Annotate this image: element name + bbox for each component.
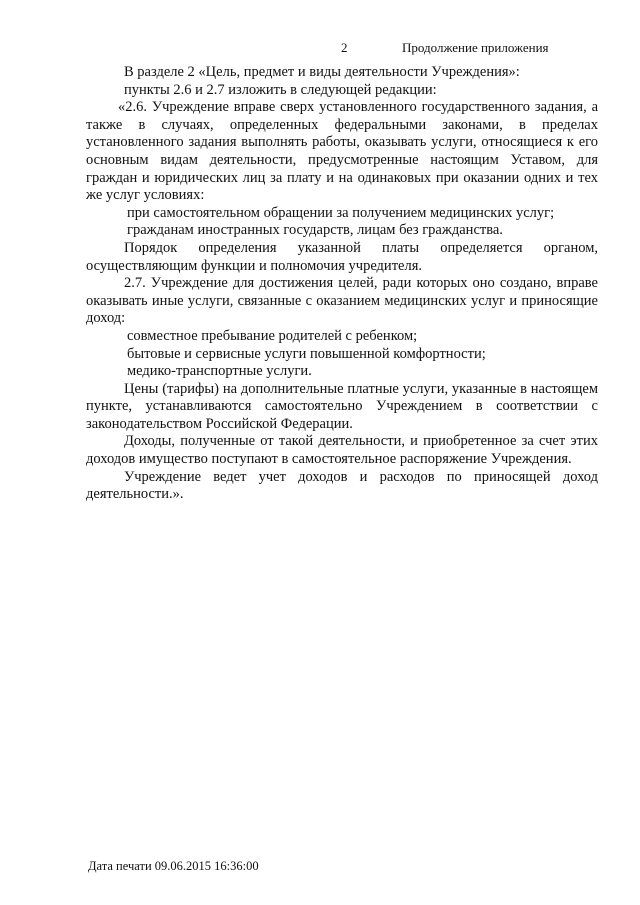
clause-2-6: «2.6. Учреждение вправе сверх установленного государственного задания, а также в случаях, определенных федеральными законами, в пределах установленного задания выполнять работы, оказывать услуги, относящиеся к его основным видам деятельности, предусмотренные настоящим Уставом, для граждан и юридических лиц за плату и на одинаковых при оказании одних и тех же услуг условиях: xyxy=(86,99,598,204)
points-intro: пункты 2.6 и 2.7 изложить в следующей редакции: xyxy=(124,81,437,98)
payment-procedure: Порядок определения указанной платы определяется органом, осуществляющим функции и полномочия учредителя. xyxy=(86,239,598,274)
continuation-label: Продолжение приложения xyxy=(402,40,549,55)
income-paragraph: Доходы, полученные от такой деятельности, и приобретенное за счет этих доходов имущество поступают в самостоятельное распоряжение Учреждения. xyxy=(86,433,598,468)
document-body xyxy=(86,64,598,504)
page-header xyxy=(0,40,640,58)
list-item: совместное пребывание родителей с ребенком; xyxy=(127,327,418,344)
list-item: медико-транспортные услуги. xyxy=(127,363,312,380)
page-number: 2 xyxy=(341,40,348,55)
accounting-paragraph: Учреждение ведет учет доходов и расходов по приносящей доход деятельности.». xyxy=(86,468,598,503)
section-intro: В разделе 2 «Цель, предмет и виды деятельности Учреждения»: xyxy=(124,64,520,80)
clause-2-7: 2.7. Учреждение для достижения целей, ради которых оно создано, вправе оказывать иные услуги, связанные с оказанием медицинских услуг и приносящие доход: xyxy=(86,275,598,327)
list-item: гражданам иностранных государств, лицам без гражданства. xyxy=(127,222,503,239)
list-item: при самостоятельном обращении за получением медицинских услуг; xyxy=(127,204,555,221)
list-item: бытовые и сервисные услуги повышенной комфортности; xyxy=(127,345,486,362)
print-date: Дата печати 09.06.2015 16:36:00 xyxy=(88,859,259,873)
prices-paragraph: Цены (тарифы) на дополнительные платные услуги, указанные в настоящем пункте, устанавливаются самостоятельно Учреждением в соответствии с законодательством Российской Федерации. xyxy=(86,380,598,432)
